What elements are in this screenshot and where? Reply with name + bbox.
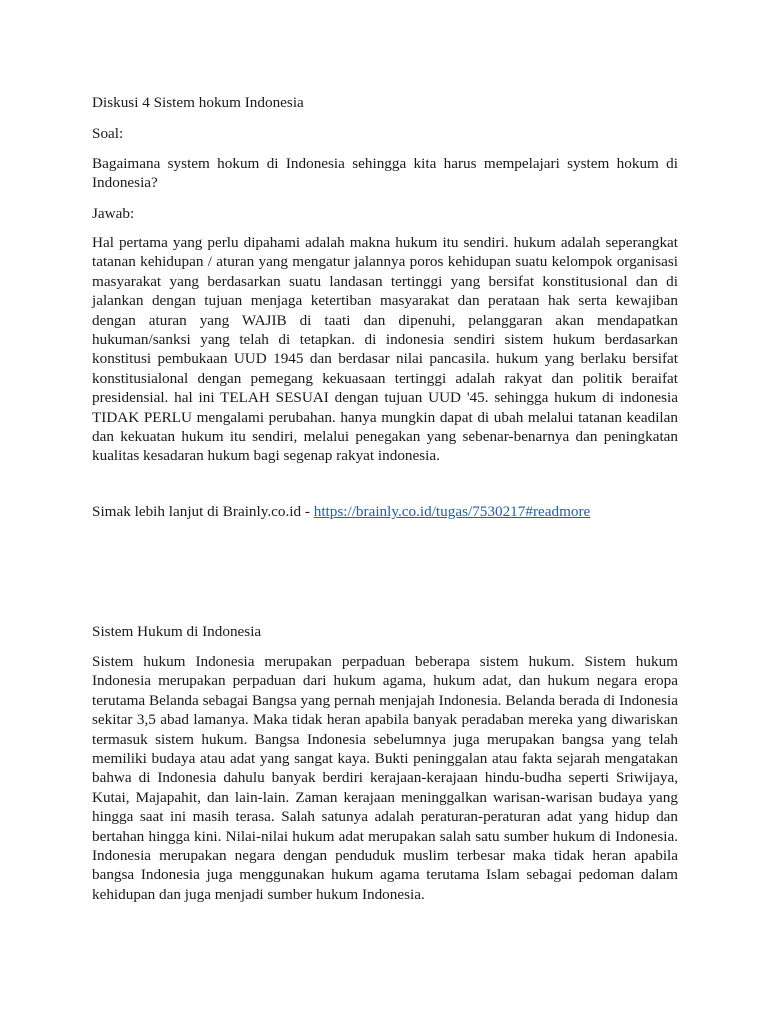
jawab-label: Jawab: [92, 205, 135, 222]
section-paragraph: Sistem hukum Indonesia merupakan perpaduan beberapa sistem hukum. Sistem hukum Indonesia merupakan perpaduan dari hukum agama, hukum adat, dan hukum negara eropa terutama Belanda sebagai Bangsa yang pernah menjajah Indonesia. Belanda berada di Indonesia sekitar 3,5 abad lamanya. Maka tidak heran apabila banyak peradaban mereka yang diwariskan termasuk sistem hukum. Bangsa Indonesia sebelumnya juga merupakan bangsa yang telah memiliki budaya atau adat yang sangat kaya. Bukti peninggalan atau fakta sejarah mengatakan bahwa di Indonesia dahulu banyak berdiri kerajaan-kerajaan hindu-budha seperti Sriwijaya, Kutai, Majapahit, dan lain-lain. Zaman kerajaan meninggalkan warisan-warisan budaya yang hingga saat ini masih terasa. Salah satunya adalah peraturan-peraturan adat yang hidup dan bertahan hingga kini. Nilai-nilai hukum adat merupakan salah satu sumber hukum di Indonesia. Indonesia merupakan negara dengan penduduk muslim terbesar maka tidak heran apabila bangsa Indonesia juga menggunakan hukum agama terutama Islam sebagai pedoman dalam kehidupan dan juga menjadi sumber hukum Indonesia. [92, 653, 678, 903]
source-link[interactable]: https://brainly.co.id/tugas/7530217#readmore [313, 503, 591, 520]
section-title: Sistem Hukum di Indonesia [92, 623, 262, 640]
answer-paragraph: Hal pertama yang perlu dipahami adalah makna hukum itu sendiri. hukum adalah seperangkat tatanan kehidupan / aturan yang mengatur jalannya poros kehidupan suatu kelompok organisasi masyarakat yang berdasarkan suatu landasan tertinggi yang bersifat konstitusional dan di jalankan dengan tujuan menjaga ketertiban masyarakat dan perataan hak serta kewajiban dengan aturan yang WAJIB di taati dan dipenuhi, pelanggaran akan mendapatkan hukuman/sanksi yang telah di tetapkan. di indonesia sendiri sistem hukum berdasarkan konstitusi pembukaan UUD 1945 dan berdasar nilai pancasila. hukum yang berlaku bersifat konstitusialonal dengan pemegang kekuasaan tertinggi adalah rakyat dan politik beraifat presidensial. hal ini TELAH SESUAI dengan tujuan UUD '45. sehingga hukum di indonesia TIDAK PERLU mengalami perubahan. hanya mungkin dapat di ubah melalui tatanan keadilan dan kekuatan hukum itu sendiri, melalui penegakan yang sebenar-benarnya dan peningkatan kualitas kesadaran hukum bagi segenap rakyat indonesia. [92, 234, 678, 465]
document-title: Diskusi 4 Sistem hokum Indonesia [92, 94, 304, 111]
question-paragraph: Bagaimana system hokum di Indonesia sehingga kita harus mempelajari system hokum di Indonesia? [92, 155, 678, 192]
source-prefix: Simak lebih lanjut di Brainly.co.id - [92, 503, 314, 520]
source-line [92, 502, 678, 521]
soal-label: Soal: [92, 125, 124, 142]
